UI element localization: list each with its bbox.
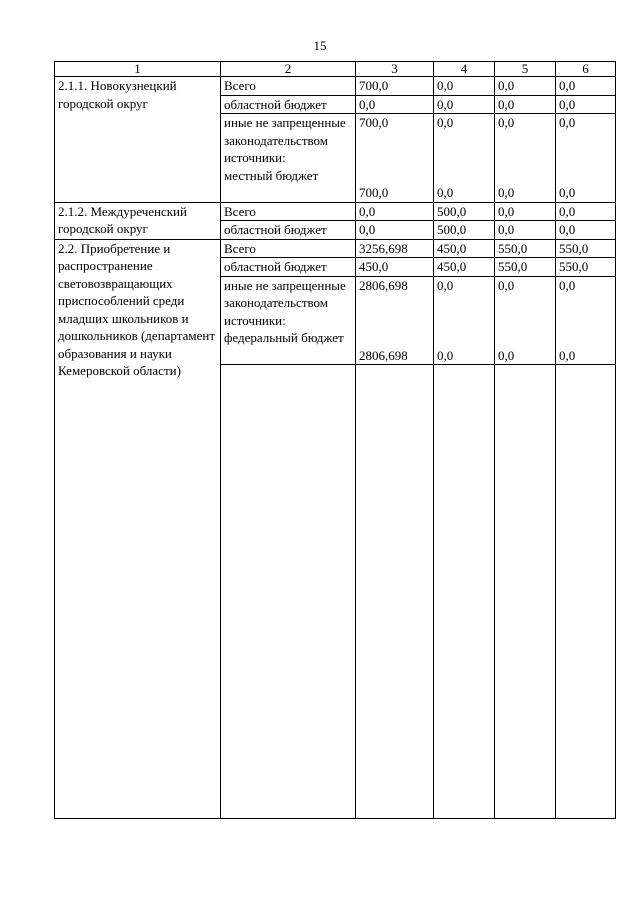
sub-value: 0,0 xyxy=(559,185,576,200)
value-cell: 0,0 xyxy=(356,95,434,114)
value-cell: 0,0 xyxy=(434,77,495,96)
value: 0,0 xyxy=(559,115,576,130)
value: 0,0 xyxy=(437,277,454,293)
sub-value: 0,0 xyxy=(559,347,576,363)
value: 0,0 xyxy=(559,277,576,293)
sub-value: 0,0 xyxy=(437,347,454,363)
sub-value: 700,0 xyxy=(359,185,389,200)
value: 2806,698 xyxy=(359,277,408,293)
sub-value: 2806,698 xyxy=(359,347,408,363)
table-row xyxy=(55,239,616,258)
value: 0,0 xyxy=(498,115,515,130)
empty-cell xyxy=(556,365,616,819)
value: 0,0 xyxy=(498,277,515,293)
value-cell xyxy=(556,276,616,365)
value-cell: 500,0 xyxy=(434,202,495,221)
value: 0,0 xyxy=(437,115,454,130)
value-cell: 550,0 xyxy=(556,239,616,258)
value-cell: 0,0 xyxy=(556,95,616,114)
value-cell xyxy=(495,114,556,203)
sub-value: 0,0 xyxy=(498,185,515,200)
empty-cell xyxy=(495,365,556,819)
empty-cell xyxy=(356,365,434,819)
source-label: Всего xyxy=(221,202,356,221)
value-cell: 500,0 xyxy=(434,221,495,240)
value-cell: 550,0 xyxy=(495,258,556,277)
budget-table xyxy=(54,61,616,819)
source-label: областной бюджет xyxy=(221,221,356,240)
value-cell: 0,0 xyxy=(495,221,556,240)
source-label: областной бюджет xyxy=(221,258,356,277)
value-cell: 550,0 xyxy=(495,239,556,258)
value-cell: 0,0 xyxy=(356,221,434,240)
source-label: Всего xyxy=(221,239,356,258)
header-cell: 4 xyxy=(434,62,495,77)
source-label: областной бюджет xyxy=(221,95,356,114)
source-label: иные не запрещенные законодательством источники: xyxy=(224,277,346,328)
value-cell: 0,0 xyxy=(556,221,616,240)
empty-cell xyxy=(434,365,495,819)
header-cell: 6 xyxy=(556,62,616,77)
value-cell xyxy=(495,276,556,365)
table-row xyxy=(55,202,616,221)
sub-value: 0,0 xyxy=(437,185,454,200)
value-cell xyxy=(556,114,616,203)
empty-cell xyxy=(221,365,356,819)
value-cell: 0,0 xyxy=(495,95,556,114)
source-label-cell xyxy=(221,114,356,203)
header-cell: 5 xyxy=(495,62,556,77)
item-name: 2.1.2. Междуреченский городской округ xyxy=(55,202,221,239)
value-cell: 700,0 xyxy=(356,77,434,96)
source-label: Всего xyxy=(221,77,356,96)
value-cell xyxy=(434,114,495,203)
value-cell: 0,0 xyxy=(556,202,616,221)
item-name: 2.1.1. Новокузнецкий городской округ xyxy=(55,77,221,203)
header-row xyxy=(55,62,616,77)
value-cell: 450,0 xyxy=(356,258,434,277)
source-label: иные не запрещенные законодательством источники: xyxy=(224,115,346,165)
value-cell xyxy=(434,276,495,365)
page-number: 15 xyxy=(313,38,327,53)
value-cell: 0,0 xyxy=(495,77,556,96)
sub-value: 0,0 xyxy=(498,347,515,363)
value-cell: 0,0 xyxy=(556,77,616,96)
sub-source-label: местный бюджет xyxy=(224,167,319,183)
value-cell: 550,0 xyxy=(556,258,616,277)
value-cell: 0,0 xyxy=(495,202,556,221)
value: 700,0 xyxy=(359,115,389,130)
source-label-cell xyxy=(221,276,356,365)
sub-source-label: федеральный бюджет xyxy=(224,330,344,345)
value-cell: 450,0 xyxy=(434,258,495,277)
value-cell xyxy=(356,114,434,203)
table-row xyxy=(55,77,616,96)
value-cell: 0,0 xyxy=(356,202,434,221)
value-cell: 450,0 xyxy=(434,239,495,258)
value-cell: 3256,698 xyxy=(356,239,434,258)
header-cell: 2 xyxy=(221,62,356,77)
item-name: 2.2. Приобретение и распространение световозвращающих приспособлений среди младших школьников и дошкольников (департамент образования и науки Кемеровской области) xyxy=(55,239,221,819)
value-cell: 0,0 xyxy=(434,95,495,114)
header-cell: 3 xyxy=(356,62,434,77)
header-cell: 1 xyxy=(55,62,221,77)
value-cell xyxy=(356,276,434,365)
